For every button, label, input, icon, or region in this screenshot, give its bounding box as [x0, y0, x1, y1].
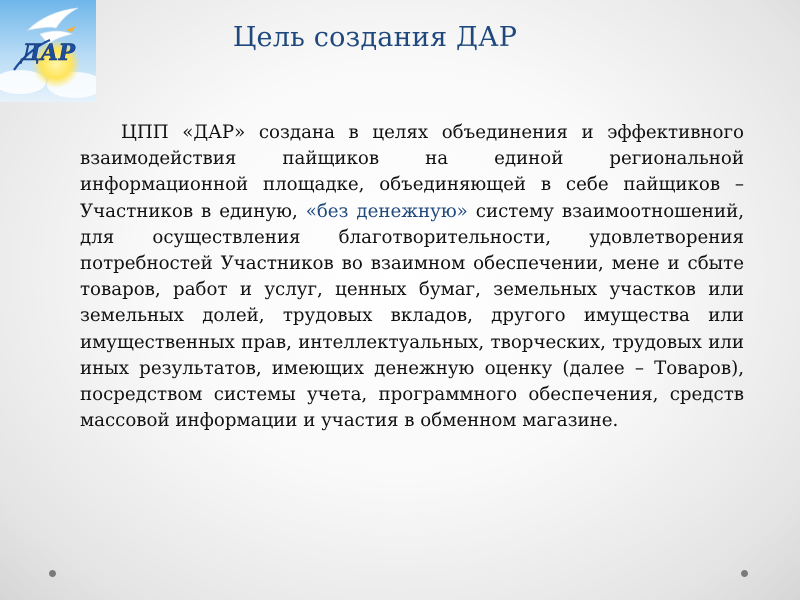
highlight-phrase: «без денежную»	[305, 200, 468, 222]
dar-logo	[0, 0, 96, 102]
decorative-dot-right	[741, 570, 748, 577]
decorative-dot-left	[49, 570, 56, 577]
paragraph-text-after: систему взаимоотношений, для осуществления благотворительности, удовлетворения потребностей Участников во взаимном обеспечении, мене и сбыте товаров, работ и услуг, ценных бумаг, земельных участков или земельных долей, трудовых вкладов, другого имущества или имущественных прав, интеллектуальных, творческих, трудовых или иных результатов, имеющих денежную оценку (далее – Товаров), посредством системы учета, программного обеспечения, средств массовой информации и участия в обменном магазине.	[80, 200, 745, 432]
paragraph-text-before: ЦПП «ДАР» создана в целях объединения и эффективного взаимодействия пайщиков на единой региональной информационной площадке, объединяющей в себе пайщиков – Участников в единую,	[80, 122, 744, 222]
body-paragraph	[80, 120, 744, 434]
dar-logo-image	[0, 0, 96, 102]
page-title: Цель создания ДАР	[232, 22, 518, 53]
logo-text: ДАР	[20, 40, 76, 66]
